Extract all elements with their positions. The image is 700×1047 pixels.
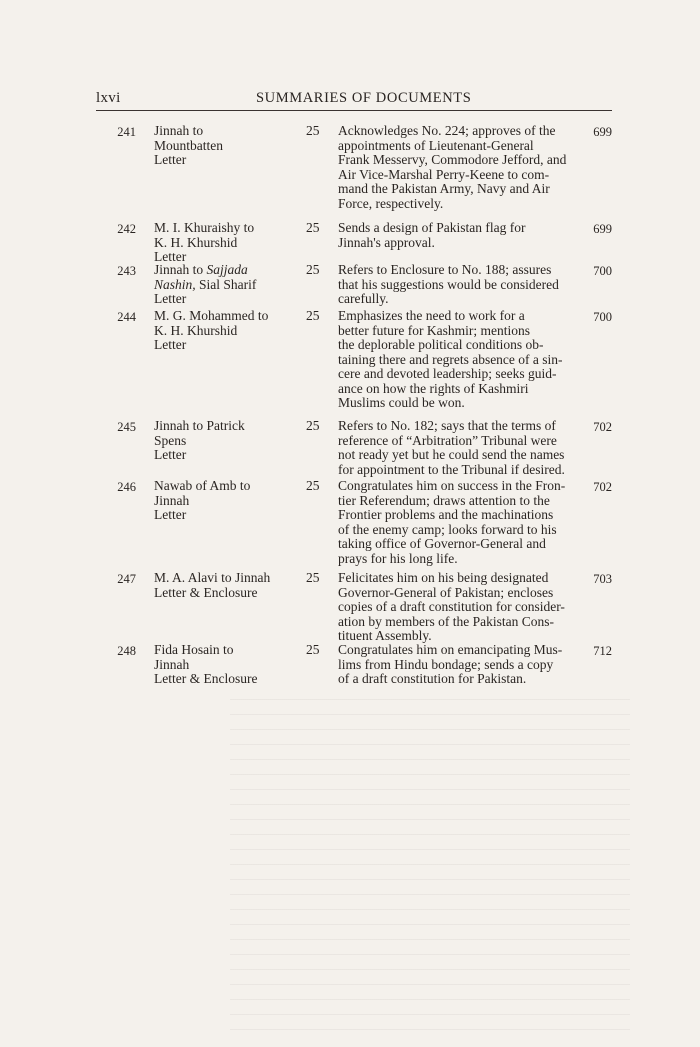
date: 25 (306, 220, 320, 235)
date: 25 (306, 642, 320, 657)
page-reference: 700 (593, 264, 612, 278)
document-number: 246 (117, 480, 136, 494)
correspondents: Jinnah to Sajjada Nashin, Sial Sharif Letter (154, 262, 257, 306)
page-reference: 703 (593, 572, 612, 586)
correspondents: Fida Hosain to Jinnah Letter & Enclosure (154, 642, 258, 686)
show-through-background (230, 690, 630, 1030)
summary-text: Emphasizes the need to work for a better future for Kashmir; mentions the deplorable political conditions ob- taining there and regrets absence of a sin- cere and devoted leadership; seeks guid- ance on how the rights of Kashmiri Muslims could be won. (338, 308, 563, 410)
document-entry (96, 419, 612, 479)
running-head: SUMMARIES OF DOCUMENTS (256, 90, 472, 106)
correspondents: M. A. Alavi to Jinnah Letter & Enclosure (154, 570, 271, 600)
document-number: 241 (117, 125, 136, 139)
date: 25 (306, 308, 320, 323)
document-number: 245 (117, 420, 136, 434)
document-number: 247 (117, 572, 136, 586)
summary-text: Refers to Enclosure to No. 188; assures that his suggestions would be considered carefully. (338, 262, 559, 306)
document-entry (96, 571, 612, 643)
document-number: 243 (117, 264, 136, 278)
summary-text: Congratulates him on emancipating Mus- lims from Hindu bondage; sends a copy of a draft constitution for Pakistan. (338, 642, 563, 686)
correspondents: M. G. Mohammed to K. H. Khurshid Letter (154, 308, 269, 352)
summary-text: Refers to No. 182; says that the terms of reference of “Arbitration” Tribunal were not ready yet but he could send the names for appointment to the Tribunal if desired. (338, 418, 565, 477)
document-entry (96, 479, 612, 571)
document-number: 248 (117, 644, 136, 658)
correspondents: Jinnah to Mountbatten Letter (154, 123, 223, 167)
date: 25 (306, 478, 320, 493)
page-reference: 700 (593, 310, 612, 324)
summary-text: Sends a design of Pakistan flag for Jinnah's approval. (338, 220, 526, 250)
date: 25 (306, 418, 320, 433)
document-entry (96, 263, 612, 309)
page-number: lxvi (96, 90, 121, 106)
date: 25 (306, 262, 320, 277)
document-entry (96, 309, 612, 419)
summaries-list (96, 124, 612, 703)
page-reference: 702 (593, 420, 612, 434)
page-reference: 702 (593, 480, 612, 494)
date: 25 (306, 123, 320, 138)
document-number: 242 (117, 222, 136, 236)
page-reference: 712 (593, 644, 612, 658)
document-entry (96, 221, 612, 263)
correspondents: Nawab of Amb to Jinnah Letter (154, 478, 251, 522)
page-reference: 699 (593, 222, 612, 236)
document-number: 244 (117, 310, 136, 324)
document-entry (96, 124, 612, 221)
summary-text: Felicitates him on his being designated Governor-General of Pakistan; encloses copies of a draft constitution for consider- ation by members of the Pakistan Cons- tituent Assembly. (338, 570, 565, 643)
date: 25 (306, 570, 320, 585)
correspondents: Jinnah to Patrick Spens Letter (154, 418, 245, 462)
correspondents: M. I. Khuraishy to K. H. Khurshid Letter (154, 220, 255, 264)
summary-text: Acknowledges No. 224; approves of the appointments of Lieutenant-General Frank Messervy, Commodore Jefford, and Air Vice-Marshal Perry-Keene to com- mand the Pakistan Army, Navy and Air Force, respectively. (338, 123, 567, 211)
document-entry (96, 643, 612, 703)
page-reference: 699 (593, 125, 612, 139)
summary-text: Congratulates him on success in the Fron- tier Referendum; draws attention to the Frontier problems and the machinations of the enemy camp; looks forward to his taking office of Governor-General and prays for his long life. (338, 478, 566, 566)
page-header (96, 88, 612, 111)
